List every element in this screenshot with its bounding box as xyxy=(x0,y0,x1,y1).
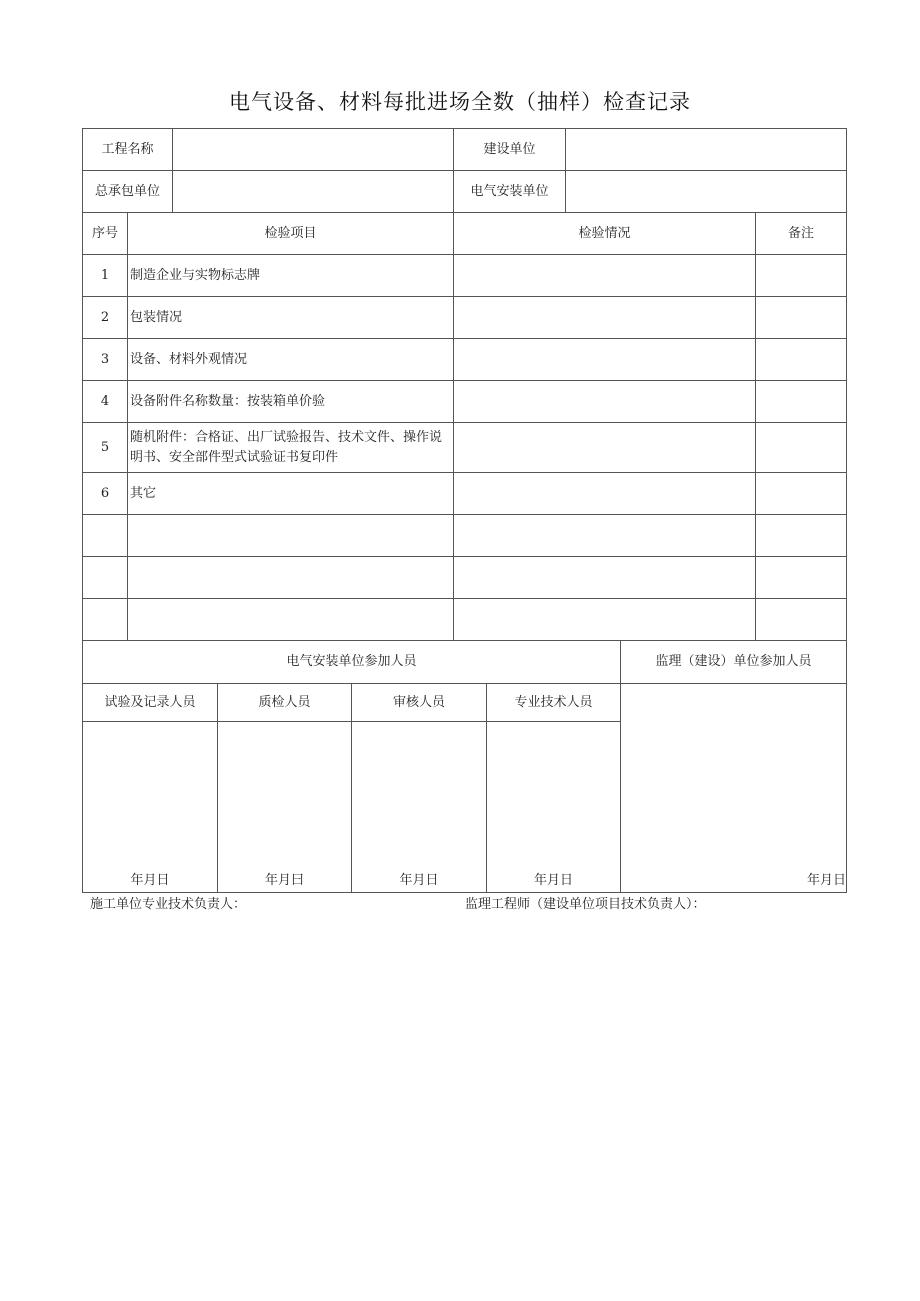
project-name-label: 工程名称 xyxy=(82,128,173,171)
row-4-seq: 4 xyxy=(82,380,128,423)
signature-box-quality-inspector[interactable] xyxy=(217,721,352,893)
row-2-remark-field[interactable] xyxy=(755,296,847,339)
date-label: 年月日 xyxy=(399,873,439,888)
role-reviewer-label: 审核人员 xyxy=(351,683,487,722)
row-4-remark-field[interactable] xyxy=(755,380,847,423)
row-5-item: 随机附件：合格证、出厂试验报告、技术文件、操作说明书、安全部件型式试验证书复印件 xyxy=(127,422,454,473)
builder-field[interactable] xyxy=(565,128,847,171)
row-4-result-field[interactable] xyxy=(453,380,756,423)
row-4-item: 设备附件名称数量：按装箱单价验 xyxy=(127,380,454,423)
row-7-remark-field[interactable] xyxy=(755,514,847,557)
row-9-remark-field[interactable] xyxy=(755,598,847,641)
row-2-result-field[interactable] xyxy=(453,296,756,339)
row-5-remark-field[interactable] xyxy=(755,422,847,473)
row-2-item: 包装情况 xyxy=(127,296,454,339)
supervision-unit-participants-label: 监理（建设）单位参加人员 xyxy=(620,640,847,684)
date-label: 年月日 xyxy=(533,873,573,888)
role-quality-inspector-label: 质检人员 xyxy=(217,683,352,722)
row-3-seq: 3 xyxy=(82,338,128,381)
row-8-item[interactable] xyxy=(127,556,454,599)
general-contractor-field[interactable] xyxy=(172,170,454,213)
builder-label: 建设单位 xyxy=(453,128,566,171)
row-1-seq: 1 xyxy=(82,254,128,297)
signature-box-reviewer[interactable] xyxy=(351,721,487,893)
row-8-seq xyxy=(82,556,128,599)
contractor-tech-lead-label: 施工单位专业技术负责人： xyxy=(90,897,247,912)
row-1-result-field[interactable] xyxy=(453,254,756,297)
signature-box-test-recorder[interactable] xyxy=(82,721,218,893)
row-1-remark-field[interactable] xyxy=(755,254,847,297)
column-header-remark: 备注 xyxy=(755,212,847,255)
row-3-result-field[interactable] xyxy=(453,338,756,381)
column-header-result: 检验情况 xyxy=(453,212,756,255)
row-7-seq xyxy=(82,514,128,557)
signature-box-supervision[interactable] xyxy=(620,683,847,893)
row-7-item[interactable] xyxy=(127,514,454,557)
role-test-recorder-label: 试验及记录人员 xyxy=(82,683,218,722)
page-title: 电气设备、材料每批进场全数（抽样）检查记录 xyxy=(229,90,691,114)
supervising-engineer-label: 监理工程师（建设单位项目技术负责人）： xyxy=(465,897,706,912)
row-6-remark-field[interactable] xyxy=(755,472,847,515)
row-8-result-field[interactable] xyxy=(453,556,756,599)
electrical-installer-label: 电气安装单位 xyxy=(453,170,566,213)
row-6-seq: 6 xyxy=(82,472,128,515)
row-7-result-field[interactable] xyxy=(453,514,756,557)
row-3-remark-field[interactable] xyxy=(755,338,847,381)
row-9-item[interactable] xyxy=(127,598,454,641)
electrical-installer-field[interactable] xyxy=(565,170,847,213)
date-label: 年月日 xyxy=(130,873,170,888)
row-1-item: 制造企业与实物标志牌 xyxy=(127,254,454,297)
date-label: 年月曰 xyxy=(264,873,304,888)
row-5-result-field[interactable] xyxy=(453,422,756,473)
row-8-remark-field[interactable] xyxy=(755,556,847,599)
electrical-unit-participants-label: 电气安装单位参加人员 xyxy=(82,640,621,684)
row-5-seq: 5 xyxy=(82,422,128,473)
general-contractor-label: 总承包单位 xyxy=(82,170,173,213)
signature-box-technical-staff[interactable] xyxy=(486,721,621,893)
row-6-result-field[interactable] xyxy=(453,472,756,515)
role-technical-staff-label: 专业技术人员 xyxy=(486,683,621,722)
date-label: 年月日 xyxy=(806,873,846,888)
column-header-item: 检验项目 xyxy=(127,212,454,255)
inspection-form xyxy=(82,128,847,893)
row-6-item: 其它 xyxy=(127,472,454,515)
column-header-seq: 序号 xyxy=(82,212,128,255)
row-9-result-field[interactable] xyxy=(453,598,756,641)
row-3-item: 设备、材料外观情况 xyxy=(127,338,454,381)
project-name-field[interactable] xyxy=(172,128,454,171)
row-9-seq xyxy=(82,598,128,641)
row-2-seq: 2 xyxy=(82,296,128,339)
